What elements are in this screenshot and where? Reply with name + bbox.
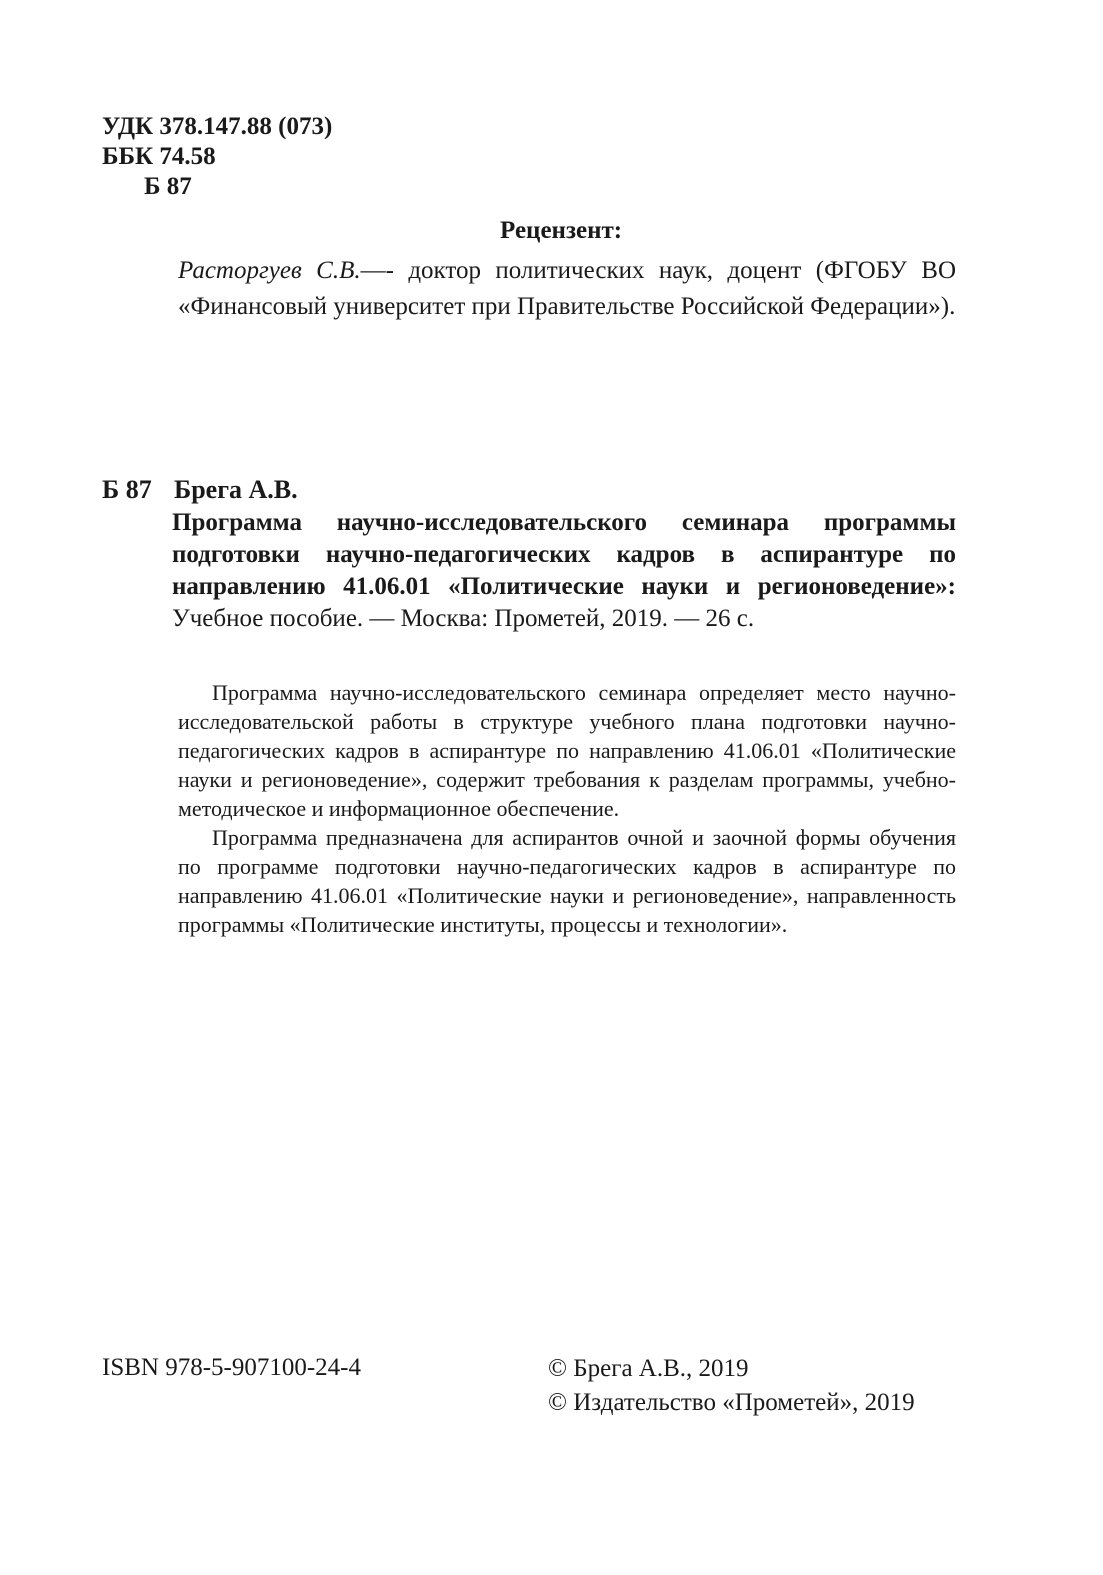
classification-block	[102, 112, 332, 202]
copyright-block	[548, 1352, 915, 1420]
annotation	[178, 678, 956, 939]
reviewer-name: Расторгуев С.В.	[178, 257, 361, 284]
reviewer-text	[178, 253, 956, 325]
catalog-author: Брега А.В.	[174, 475, 298, 504]
udk-code: УДК 378.147.88 (073)	[102, 113, 333, 140]
isbn: ISBN 978-5-907100-24-4	[102, 1354, 362, 1381]
catalog-description	[172, 507, 956, 635]
annotation-paragraph-1: Программа научно-исследовательского семинара определяет место научно-исследовательской работы в структуре учебного плана подготовки научно-педагогических кадров в аспирантуре по направлению 41.06.01 «Политические науки и регионоведение», содержит требования к разделам программы, учебно-методическое и информационное обеспечение.	[178, 680, 956, 821]
author-mark: Б 87	[144, 173, 192, 200]
annotation-paragraph-2: Программа предназначена для аспирантов очной и заочной формы обучения по программе подготовки научно-педагогических кадров в аспирантуре по направлению 41.06.01 «Политические науки и регионоведение», направленность программы «Политические институты, процессы и технологии».	[178, 825, 956, 937]
catalog-title: Программа научно-исследовательского семинара программы подготовки научно-педагогических кадров в аспирантуре по направлению 41.06.01 «Политические науки и регионоведение»:	[172, 509, 956, 600]
catalog-author-mark: Б 87	[102, 475, 152, 504]
catalog-details: Учебное пособие. — Москва: Прометей, 2019. — 26 с.	[172, 605, 755, 632]
reviewer-heading: Рецензент:	[500, 217, 623, 244]
reviewer-description: —- доктор политических наук, доцент (ФГОБУ ВО «Финансовый университет при Правительстве Российской Федерации»).	[178, 257, 956, 320]
copyright-publisher: © Издательство «Прометей», 2019	[548, 1389, 915, 1416]
copyright-author: © Брега А.В., 2019	[548, 1355, 749, 1382]
bbk-code: ББК 74.58	[102, 143, 216, 170]
